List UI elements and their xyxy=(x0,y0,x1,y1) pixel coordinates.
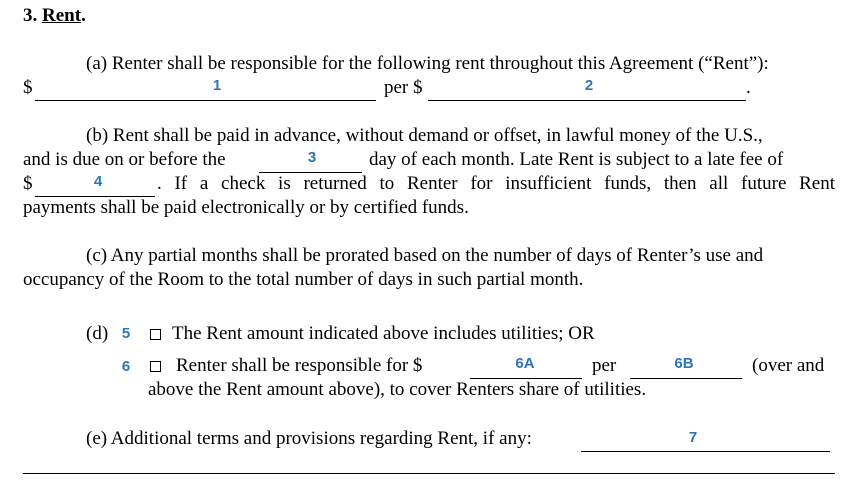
para-c-line2: occupancy of the Room to the total number of days in such partial month. xyxy=(23,269,584,290)
para-b-line3-post: . If a check is returned to Renter for insufficient funds, then all future Rent xyxy=(157,173,835,194)
para-b-dollar: $ xyxy=(23,173,33,194)
option2-per: per xyxy=(592,355,617,376)
field-marker-7: 7 xyxy=(688,429,698,446)
para-c-line1: (c) Any partial months shall be prorated based on the number of days of Renter’s use and xyxy=(86,245,764,266)
field-marker-6b: 6B xyxy=(674,355,694,372)
para-d-label: (d) xyxy=(86,323,109,344)
section-title: Rent xyxy=(42,5,82,26)
para-b-line1: (b) Rent shall be paid in advance, without demand or offset, in lawful money of the U.S., xyxy=(86,125,763,146)
utilities-included-checkbox[interactable] xyxy=(150,329,161,340)
field-marker-2: 2 xyxy=(584,77,594,94)
para-b-line2-post: day of each month. Late Rent is subject to a late fee of xyxy=(369,149,784,170)
option2-post: (over and xyxy=(752,355,825,376)
para-b-line4: payments shall be paid electronically or by certified funds. xyxy=(23,197,469,218)
option2-text-pre: Renter shall be responsible for $ xyxy=(176,355,423,376)
para-b-line2-pre: and is due on or before the xyxy=(23,149,226,170)
field-marker-6a: 6A xyxy=(515,355,535,372)
option2-line2: above the Rent amount above), to cover Renters share of utilities. xyxy=(148,379,647,400)
field-marker-1: 1 xyxy=(212,77,222,94)
section-heading xyxy=(23,5,86,27)
section-number: 3. xyxy=(23,5,38,26)
field-marker-5: 5 xyxy=(121,325,131,342)
field-marker-6: 6 xyxy=(121,358,131,375)
para-a-end: . xyxy=(746,77,751,98)
additional-terms-line-2[interactable] xyxy=(23,473,835,474)
utilities-separate-checkbox[interactable] xyxy=(150,361,161,372)
option1-text: The Rent amount indicated above includes utilities; OR xyxy=(172,323,595,344)
para-e-text: (e) Additional terms and provisions regarding Rent, if any: xyxy=(86,428,532,449)
section-title-period: . xyxy=(81,5,86,26)
para-a-dollar: $ xyxy=(23,77,33,98)
para-a-line1: (a) Renter shall be responsible for the following rent throughout this Agreement (“Rent”): xyxy=(86,53,769,74)
para-a-per: per $ xyxy=(384,77,423,98)
field-marker-4: 4 xyxy=(93,173,103,190)
field-marker-3: 3 xyxy=(307,149,317,166)
